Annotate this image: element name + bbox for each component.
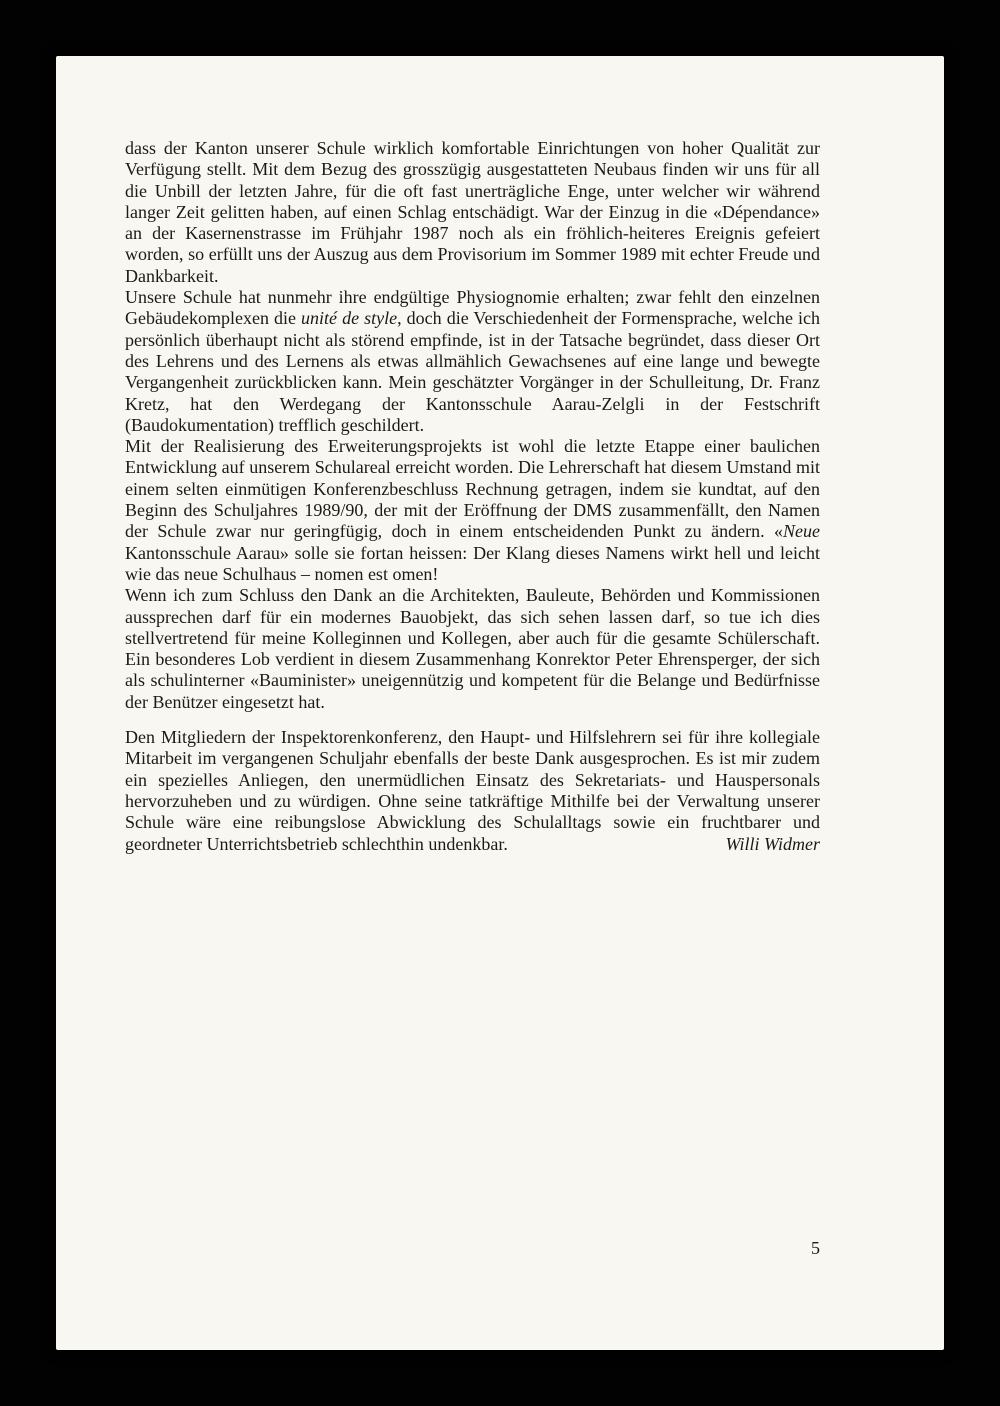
author-signature: Willi Widmer [725, 833, 820, 854]
page-number: 5 [811, 1238, 820, 1258]
paragraph [125, 138, 820, 287]
body-text: , doch die Verschiedenheit der Formensprache, welche ich persönlich überhaupt nicht als störend empfinde, ist in der Tatsache begründet, dass dieser Ort des Lehrens und des Lernens als etwas allmählich Gewachsenes auf eine lange und bewegte Vergangenheit zurückblicken kann. Mein geschätzter Vorgänger in der Schulleitung, Dr. Franz Kretz, hat den Werdegang der Kantonsschule Aarau-Zelgli in der Festschrift (Baudokumentation) trefflich geschildert. [125, 308, 821, 435]
paragraph [125, 727, 820, 855]
paragraph [125, 585, 820, 713]
body-text: Unsere Schule hat nunmehr ihre endgültige Physiognomie erhalten; zwar fehlt den einzelnen Gebäudekomplexen die [125, 287, 820, 329]
body-text: Kantonsschule Aarau» solle sie fortan heissen: Der Klang dieses Namens wirkt hell und leicht wie das neue Schulhaus – nomen est omen! [125, 542, 820, 584]
body-text: Mit der Realisierung des Erweiterungsprojekts ist wohl die letzte Etappe einer baulichen Entwicklung auf unserem Schulareal erreicht worden. Die Lehrerschaft hat diesem Umstand mit einem selten einmütigen Konferenzbeschluss Rechnung getragen, indem sie kundtat, auf den Beginn des Schuljahres 1989/90, der mit der Eröffnung der DMS zusammenfällt, den Namen der Schule zwar nur geringfügig, doch in einem entscheidenden Punkt zu ändern. « [125, 436, 820, 542]
document-page [56, 56, 944, 1350]
body-text: dass der Kanton unserer Schule wirklich komfortable Einrichtungen von hoher Qualität zur Verfügung stellt. Mit dem Bezug des grosszügig ausgestatteten Neubaus finden wir uns für all die Unbill der letzten Jahre, für die oft fast unerträgliche Enge, unter welcher wir während langer Zeit gelitten haben, auf einen Schlag entschädigt. War der Einzug in die «Dépendance» an der Kasernenstrasse im Frühjahr 1987 noch als ein fröhlich-heiteres Ereignis gefeiert worden, so erfüllt uns der Auszug aus dem Provisorium im Sommer 1989 mit echter Freude und Dankbarkeit. [125, 138, 820, 286]
body-text: Wenn ich zum Schluss den Dank an die Architekten, Bauleute, Behörden und Kommissionen aussprechen darf für ein modernes Bauobjekt, das sich sehen lassen darf, so tue ich dies stellvertretend für meine Kolleginnen und Kollegen, aber auch für die gesamte Schülerschaft. Ein besonderes Lob verdient in diesem Zusammenhang Konrektor Peter Ehrensperger, der sich als schulinterner «Bauminister» uneigennützig und kompetent für die Belange und Bedürfnisse der Benützer eingesetzt hat. [125, 585, 820, 712]
emphasized-text: unité de style [301, 308, 398, 329]
paragraph [125, 287, 820, 436]
emphasized-text: Neue [783, 521, 820, 542]
text-block [125, 138, 820, 855]
paragraph [125, 436, 820, 585]
body-text: Den Mitgliedern der Inspektorenkonferenz, den Haupt- und Hilfslehrern sei für ihre kollegiale Mitarbeit im vergangenen Schuljahr ebenfalls der beste Dank ausgesprochen. Es ist mir zudem ein spezielles Anliegen, den unermüdlichen Einsatz des Sekretariats- und Hauspersonals hervorzuheben und zu würdigen. Ohne seine tatkräftige Mithilfe bei der Verwaltung unserer Schule wäre eine reibungslose Abwicklung des Schulalltags sowie ein fruchtbarer und geordneter Unterrichtsbetrieb schlechthin undenkbar. [125, 727, 820, 854]
